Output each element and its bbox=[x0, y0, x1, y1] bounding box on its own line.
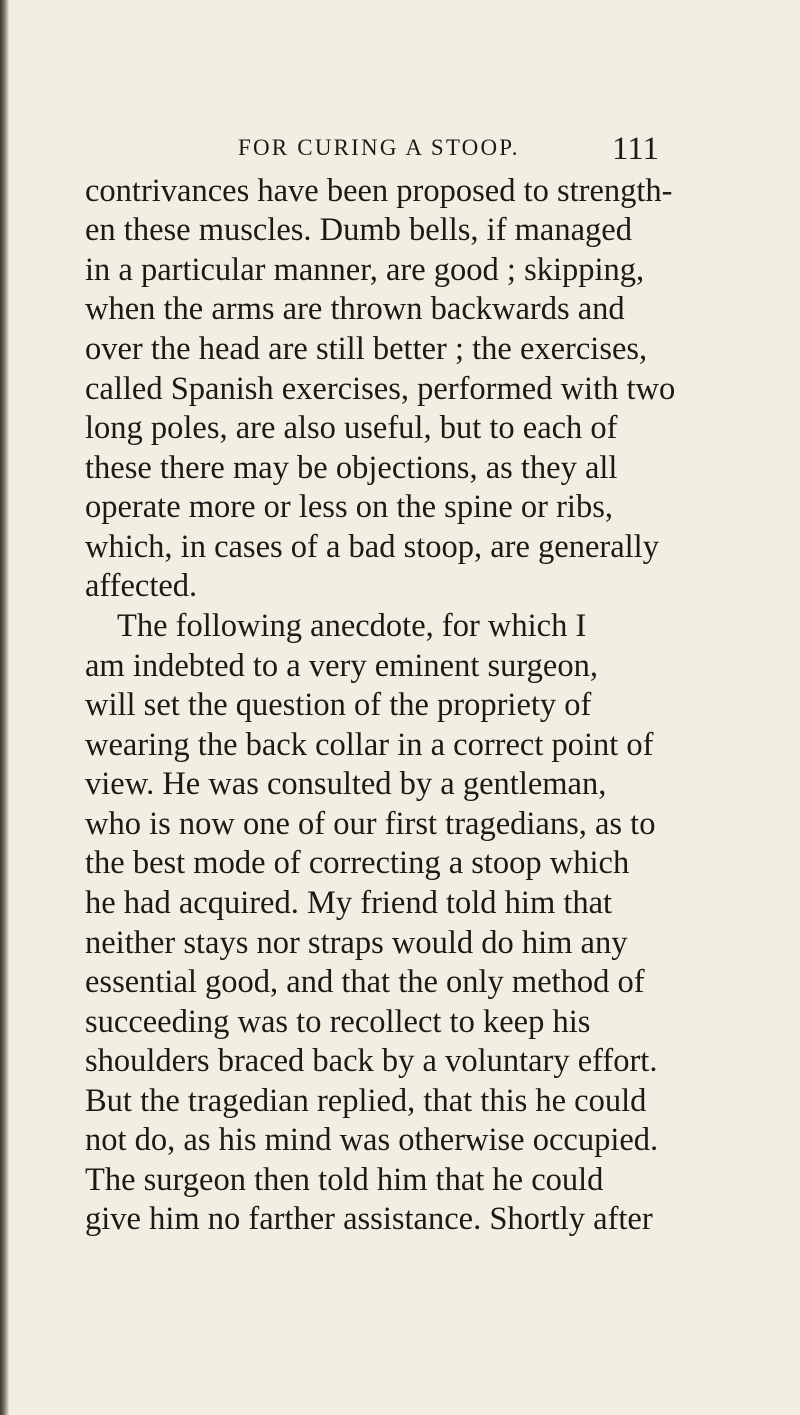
running-head: FOR CURING A STOOP. bbox=[238, 135, 520, 160]
text-line: over the head are still better ; the exercises, bbox=[85, 331, 648, 367]
text-line: The surgeon then told him that he could bbox=[85, 1162, 604, 1198]
text-line: The following anecdote, for which I bbox=[117, 608, 587, 644]
text-line: called Spanish exercises, performed with two bbox=[85, 371, 676, 407]
text-line: am indebted to a very eminent surgeon, bbox=[85, 648, 598, 684]
text-line: operate more or less on the spine or ribs, bbox=[85, 489, 613, 525]
text-line: will set the question of the propriety of bbox=[85, 687, 592, 723]
text-line: neither stays nor straps would do him any bbox=[85, 925, 628, 961]
text-line: the best mode of correcting a stoop which bbox=[85, 845, 630, 881]
text-line: affected. bbox=[85, 568, 198, 604]
text-line: when the arms are thrown backwards and bbox=[85, 291, 625, 327]
text-line: which, in cases of a bad stoop, are generally bbox=[85, 529, 659, 565]
text-line: long poles, are also useful, but to each of bbox=[85, 410, 618, 446]
page-number: 111 bbox=[612, 131, 660, 167]
text-line: wearing the back collar in a correct point of bbox=[85, 727, 654, 763]
text-line: succeeding was to recollect to keep his bbox=[85, 1004, 591, 1040]
text-line: essential good, and that the only method of bbox=[85, 964, 645, 1000]
text-line: he had acquired. My friend told him that bbox=[85, 885, 613, 921]
text-line: in a particular manner, are good ; skipping, bbox=[85, 252, 645, 288]
text-line: But the tragedian replied, that this he could bbox=[85, 1083, 647, 1119]
text-line: give him no farther assistance. Shortly after bbox=[85, 1201, 653, 1237]
text-line: these there may be objections, as they all bbox=[85, 450, 618, 486]
text-line: not do, as his mind was otherwise occupied. bbox=[85, 1122, 659, 1158]
text-line: shoulders braced back by a voluntary effort. bbox=[85, 1043, 658, 1079]
text-line: who is now one of our first tragedians, as to bbox=[85, 806, 656, 842]
text-line: view. He was consulted by a gentleman, bbox=[85, 766, 607, 802]
text-line: en these muscles. Dumb bells, if managed bbox=[85, 212, 632, 248]
text-line: contrivances have been proposed to strength- bbox=[85, 173, 673, 209]
